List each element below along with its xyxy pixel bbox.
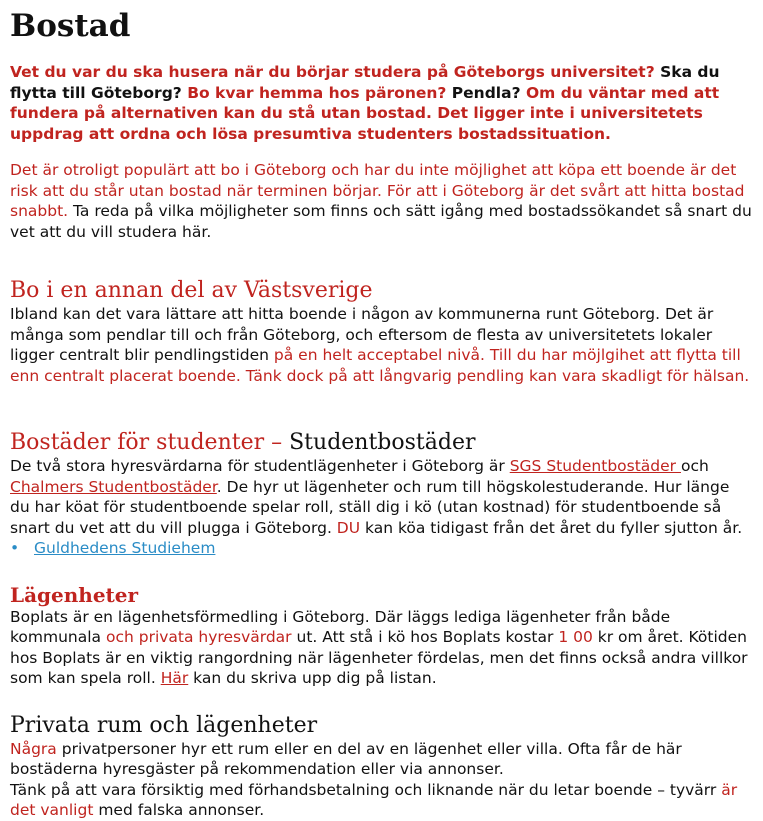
chalmers-studentbostader-link[interactable]: Chalmers Studentbostäder [10, 477, 217, 496]
section-lagenheter [10, 583, 753, 689]
guldhedens-studiehem-link[interactable]: Guldhedens Studiehem [34, 539, 216, 557]
boplats-signup-link[interactable]: Här [160, 669, 189, 687]
bullet-icon: • [10, 539, 20, 557]
section-heading-lagenheter: Lägenheter [10, 582, 139, 607]
privata-paragraph-1 [10, 739, 753, 780]
priv-text-5: med falska annonser. [93, 801, 265, 819]
lead-text-1: Vet du var du ska husera när du börjar studera på Göteborgs universitet? [10, 63, 661, 81]
intro-text-1: Det är otroligt populärt att bo i Göteborg och har du inte möjlighet att köpa ett boende är det risk att du står utan bostad när terminen börjar. För att i Göteborg är det svårt att hitta bostad snabbt. [10, 161, 745, 220]
priv-text-4: är det vanligt [10, 780, 738, 819]
sgs-studentbostader-link[interactable]: SGS Studentbostäder [509, 457, 681, 475]
section-heading-vastsverige: Bo i en annan del av Västsverige [10, 278, 373, 303]
vastsverige-text-1: Ibland kan det vara lättare att hitta boende i någon av kommunerna runt Göteborg. Det är många som pendlar till och från Göteborg, och eftersom de flesta av universitetets lokaler ligger centralt blir pendlingstiden [10, 305, 714, 364]
privata-paragraph-2 [10, 780, 753, 821]
lag-text-4: 1 00 [558, 628, 593, 646]
priv-text-3: Tänk på att vara försiktig med förhandsbetalning och liknande när du letar boende – tyvärr [10, 780, 722, 799]
section-privata [10, 713, 753, 821]
section-studentbostader [10, 430, 753, 559]
heading-part-black: Studentbostäder [289, 430, 476, 455]
lagenheter-paragraph [10, 607, 753, 689]
section-heading-privata: Privata rum och lägenheter [10, 712, 318, 738]
lead-paragraph [10, 62, 753, 144]
list-item [10, 538, 753, 559]
lead-text-5: Om du väntar med att fundera på alternativen kan du stå utan bostad. Det ligger inte i universitetets uppdrag att ordna och lösa presumtiva studenters bostadssituation. [10, 83, 720, 143]
sb-text-4: DU [336, 518, 361, 537]
page [0, 8, 763, 821]
studentbostader-paragraph [10, 456, 753, 538]
intro-text-2: Ta reda på vilka möjligheter som finns och sätt igång med bostadssökandet så snart du vet att du vill studera här. [10, 202, 752, 241]
sb-text-1: De två stora hyresvärdarna för studentlägenheter i Göteborg är [10, 457, 510, 475]
priv-text-2: privatpersoner hyr ett rum eller en del av en lägenhet eller villa. Ofta får de här bostäderna hyresgäster på rekommendation eller via annonser. [10, 739, 682, 778]
lead-text-2: Ska du flytta till Göteborg? [10, 63, 720, 102]
vastsverige-text-2: på en helt acceptabel nivå. Till du har möjlgihet att flytta till enn centralt placerat boende. Tänk dock på att långvarig pendling kan vara skadligt för hälsan. [10, 346, 750, 385]
sb-text-5: kan köa tidigast från det året du fyller sjutton år. [360, 518, 743, 537]
priv-text-1: Några [10, 739, 57, 758]
sb-text-3: . De hyr ut lägenheter och rum till högskolestuderande. Hur länge du har köat för studentboende spelar roll, ställ dig i kö (utan kostnad) för studentboende så snart du vet att du vill plugga i Göteborg. [10, 477, 730, 537]
page-title: Bostad [10, 8, 131, 44]
intro-paragraph [10, 160, 753, 242]
lag-text-1: Boplats är en lägenhetsförmedling i Göteborg. Där läggs lediga lägenheter från både kommunala [10, 607, 671, 646]
lag-text-6: kan du skriva upp dig på listan. [188, 669, 437, 687]
section-vastsverige [10, 278, 753, 386]
lead-text-4: Pendla? [451, 83, 526, 102]
heading-part-red: Bostäder för studenter – [10, 430, 290, 455]
lag-text-2: och privata hyresvärdar [105, 628, 292, 646]
section-heading-studentbostader [10, 430, 753, 456]
sb-text-2: och [680, 457, 709, 475]
lag-text-3: ut. Att stå i kö hos Boplats kostar [291, 628, 559, 646]
student-housing-list [10, 538, 753, 559]
vastsverige-paragraph [10, 304, 753, 386]
lead-text-3: Bo kvar hemma hos päronen? [187, 83, 452, 102]
lag-text-5: kr om året. Kötiden hos Boplats är en viktig rangordning när lägenheter fördelas, men det finns också andra villkor som kan spela roll. [10, 628, 748, 687]
